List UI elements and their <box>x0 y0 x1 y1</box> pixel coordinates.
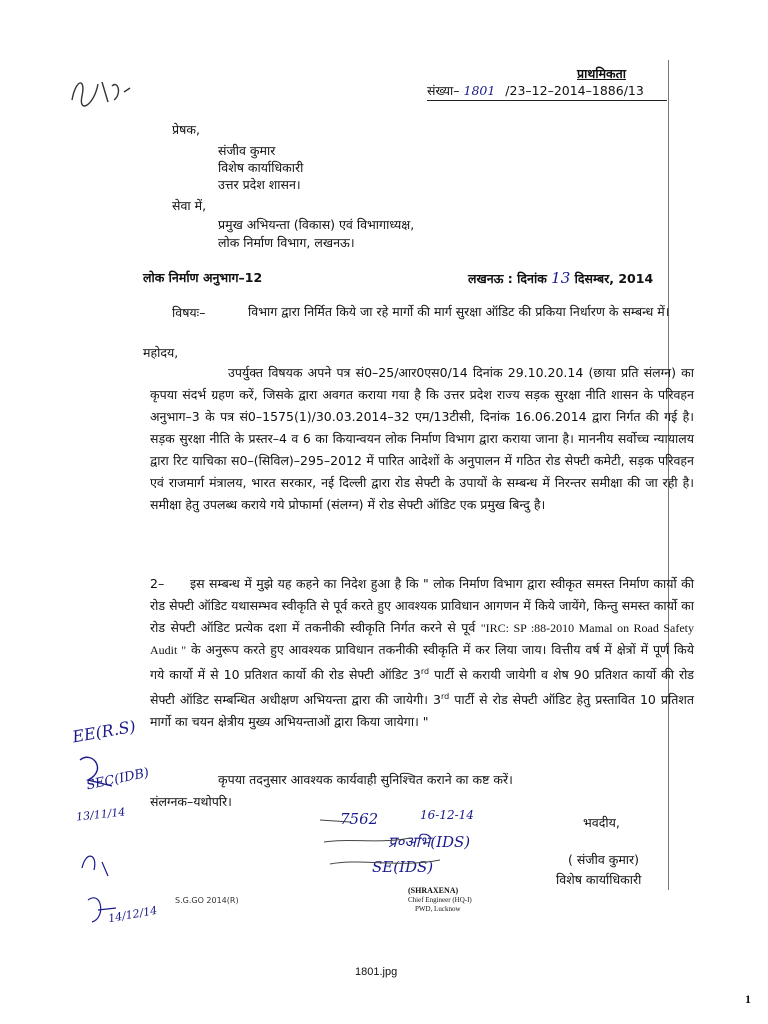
stamp-name: (SHRAXENA) <box>408 886 459 895</box>
sender-label: प्रेषक, <box>172 122 200 137</box>
body-paragraph-1: उपर्युक्त विषयक अपने पत्र सं0–25/आर0एस0/14 दिनांक 29.10.20.14 (छाया प्रति संलग्न) का कृपया संदर्भ ग्रहण करें, जिसके द्वारा अवगत कराया गया है कि उत्तर प्रदेश राज्य सड़क सुरक्षा नीति शासन के परिवहन अनुभाग–3 के पत्र सं0–1575(1)/30.03.2014–32 एम/13टीसी, दिनांक 16.06.2014 द्वारा निर्गत की गई है। सड़क सुरक्षा नीति के प्रस्तर–4 व 6 का कियान्वयन लोक निर्माण विभाग द्वारा कराया जाना है। माननीय सर्वोच्च न्यायालय द्वारा रिट याचिका स0–(सिविल)–295–2012 में पारित आदेशों के अनुपालन में गठित रोड सेफ्टी कमेटी, सड़क परिवहन एवं राजमार्ग मंत्रालय, भारत सरकार, नई दिल्ली द्वारा रोड सेफ्टी के उपायों के सम्बन्ध में निरन्तर समीक्षा की जा रही है। समीक्षा हेतु उपलब्ध कराये गये प्रोफार्मा (संलग्न) में रोड सेफ्टी ऑडिट एक प्रमुख बिन्दु है। <box>150 365 694 512</box>
paragraph-2-irc-code: "IRC: SP :88-2010 Mamal on Road Safety Audit " <box>150 621 694 657</box>
closing-name: ( संजीव कुमार) <box>568 852 640 867</box>
margin-scribble <box>72 750 162 930</box>
reference-number: /23–12–2014–1886/13 <box>505 83 644 98</box>
body-paragraph-2 <box>150 573 694 733</box>
body-paragraph-3: कृपया तदनुसार आवश्यक कार्यवाही सुनिश्चित कराने का कष्ट करें। <box>218 772 513 787</box>
idb-handwritten: प्र०अभि(IDS) <box>388 833 471 851</box>
paragraph-2-part-b: के अनुरूप करते हुए आवश्यक प्राविधान तकनीकी स्वीकृति में कर लिया जाय। वित्तीय वर्ष में क्षेत्रों में पूर्ण किये गये कार्यो में से 10 प्रतिशत कार्यो की रोड सेफ्टी ऑडिट 3 <box>150 642 695 683</box>
place-date-label: लखनऊ : दिनांक <box>468 271 547 286</box>
office-code: S.G.GO 2014(R) <box>175 896 239 905</box>
margin-sec-handwritten: SEC(IDB) <box>85 765 151 794</box>
footer-filename: 1801.jpg <box>355 966 398 978</box>
paragraph-2-sup-2: rd <box>440 692 450 702</box>
date-month-year: दिसम्बर, 2014 <box>574 271 654 286</box>
paragraph-2-part-a: इस सम्बन्ध में मुझे यह कहने का निदेश हुआ है कि " लोक निर्माण विभाग द्वारा स्वीकृत समस्त निर्माण कार्यो की रोड सेफ्टी ऑडिट यथासम्भव स्वीकृति से पूर्व करते हुए आवश्यक प्राविधान आगणन में किये जायेंगे, किन्तु समस्त कार्यो का रोड सेफ्टी ऑडिट प्रत्येक दशा में तकनीकी स्वीकृति निर्गत करने से पूर्व <box>150 576 694 635</box>
department-section: लोक निर्माण अनुभाग–12 <box>143 270 263 285</box>
margin-ee-handwritten: EE(R.S) <box>70 716 138 747</box>
recipient-label: सेवा में, <box>172 198 207 213</box>
dak-date-handwritten: 16-12-14 <box>420 808 474 822</box>
header-rule <box>427 100 667 101</box>
recipient-line2: लोक निर्माण विभाग, लखनऊ। <box>218 235 355 250</box>
closing-yours: भवदीय, <box>583 815 620 830</box>
dak-number-handwritten: 7562 <box>340 810 379 828</box>
closing-designation: विशेष कार्याधिकारी <box>556 872 642 887</box>
sender-office: उत्तर प्रदेश शासन। <box>218 177 301 192</box>
recipient-line1: प्रमुख अभियन्ता (विकास) एवं विभागाध्यक्ष, <box>218 217 415 232</box>
subject-text: विभाग द्वारा निर्मित किये जा रहे मार्गो की मार्ग सुरक्षा ऑडिट की प्रकिया निर्धारण के सम्बन्ध में। <box>248 304 670 319</box>
subject-label: विषयः– <box>172 305 206 320</box>
corner-scribble <box>64 72 134 117</box>
reference-prefix: संख्या– <box>427 83 460 98</box>
page-number: 1 <box>745 992 751 1006</box>
paragraph-2-sup: rd <box>420 667 430 676</box>
se-ids-handwritten: SE(IDS) <box>372 858 434 876</box>
margin-date-handwritten: 13/11/14 <box>75 805 126 824</box>
place-date <box>468 270 653 287</box>
reference-handwritten-number: 1801 <box>463 83 496 98</box>
stamp-office: PWD, Lucknow <box>415 905 461 913</box>
signature-scribble <box>320 808 450 878</box>
paragraph-2-part-c: पार्टी से करायी जायेगी व शेष 90 प्रतिशत कार्यो की रोड सेफ्टी ऑडिट सम्बन्धित अधीक्षण अभियन्ता द्वारा की जायेगी। 3 <box>150 667 694 708</box>
stamp-title: Chief Engineer (HQ-I) <box>408 896 472 904</box>
paragraph-2-part-d: पार्टी से रोड सेफ्टी ऑडिट हेतु प्रस्तावित 10 प्रतिशत मार्गो का चयन क्षेत्रीय मुख्य अभियन्ताओं द्वारा किया जायेगा। " <box>150 692 694 730</box>
margin-date2-handwritten: 14/12/14 <box>107 903 159 926</box>
sender-name: संजीव कुमार <box>218 143 276 158</box>
salutation: महोदय, <box>143 345 179 360</box>
reference-line <box>427 83 644 99</box>
sender-designation: विशेष कार्याधिकारी <box>218 160 304 175</box>
enclosure-line: संलग्नक–यथोपरि। <box>150 794 232 809</box>
date-day-handwritten: 13 <box>551 269 571 287</box>
paragraph-2-number: 2– <box>150 576 165 591</box>
priority-label: प्राथमिकता <box>577 66 627 81</box>
